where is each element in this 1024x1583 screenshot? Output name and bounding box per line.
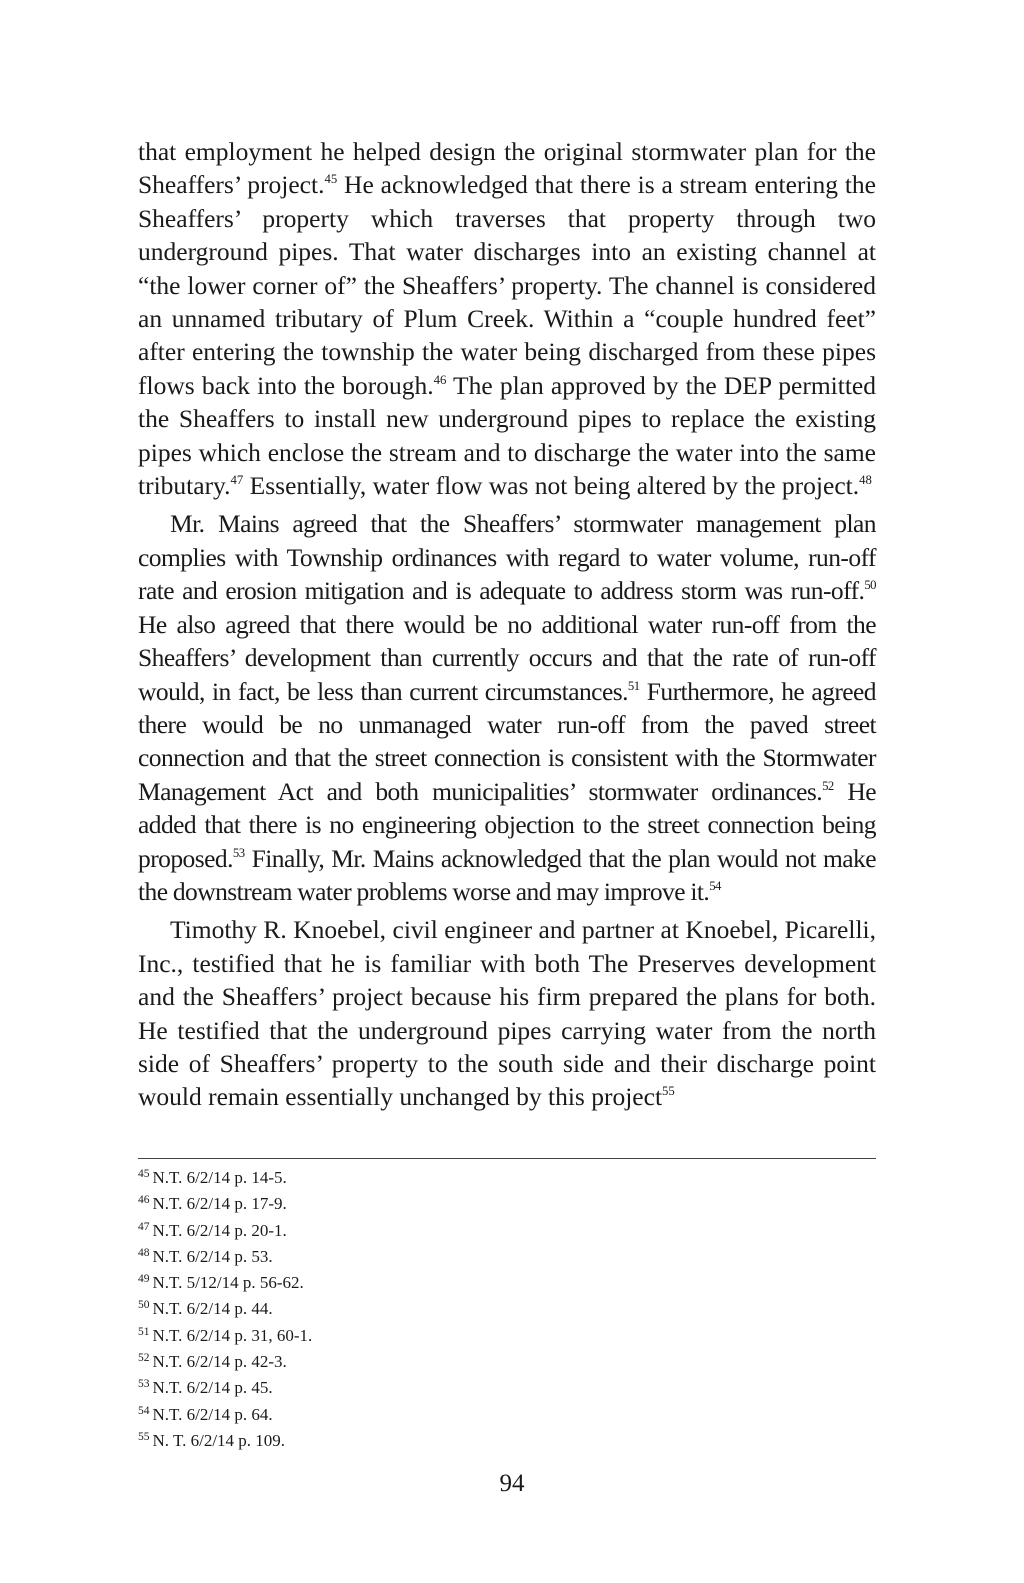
footnote-number: 48 [138, 1246, 150, 1259]
paragraph-text: He added that there is no engineering objection to the street connection being proposed. [138, 776, 876, 873]
footnote-reference: 51 [627, 678, 640, 693]
footnote-text: N.T. 6/2/14 p. 44. [152, 1299, 273, 1319]
footnote-item [138, 1428, 876, 1454]
footnote-item [138, 1218, 876, 1244]
footnote-item [138, 1244, 876, 1270]
paragraph [138, 135, 876, 502]
paragraph-text: Essentially, water flow was not being altered by the project. [243, 471, 860, 501]
footnote-item [138, 1296, 876, 1322]
footnote-reference: 50 [864, 578, 876, 593]
footnote-item [138, 1165, 876, 1191]
footnote-item [138, 1349, 876, 1375]
footnote-text: N.T. 6/2/14 p. 31, 60-1. [152, 1325, 313, 1345]
footnote-number: 47 [138, 1220, 150, 1233]
footnote-reference: 47 [230, 472, 244, 487]
footnote-number: 45 [138, 1168, 150, 1180]
footnote-reference: 52 [822, 778, 834, 793]
footnote-text: N.T. 5/12/14 p. 56-62. [152, 1273, 304, 1293]
footnote-item [138, 1270, 876, 1296]
footnote-text: N.T. 6/2/14 p. 17-9. [152, 1194, 287, 1214]
paragraph-text: He acknowledged that there is a stream entering the Sheaffers’ property which traverses that property through two underground pipes. That water discharges into an existing channel at “the lower corner of” the Sheaffers’ property. The channel is considered an unnamed tributary of Plum Creek. Within a “couple hundred feet” after entering the township the water being discharged from these pipes flows back into the borough. [138, 170, 876, 400]
footnote-item [138, 1402, 876, 1428]
footnote-reference: 48 [859, 472, 872, 487]
footnote-text: N.T. 6/2/14 p. 64. [152, 1404, 273, 1424]
footnote-text: N.T. 6/2/14 p. 42-3. [152, 1352, 287, 1372]
footnote-text: N. T. 6/2/14 p. 109. [152, 1430, 286, 1450]
paragraph-text: that employment he helped design the original stormwater plan for the Sheaffers’ project. [138, 137, 876, 200]
footnote-number: 49 [138, 1273, 150, 1286]
footnote-number: 53 [138, 1378, 150, 1391]
footnote-text: N.T. 6/2/14 p. 20-1. [152, 1220, 287, 1240]
paragraph-text: Timothy R. Knoebel, civil engineer and partner at Knoebel, Picarelli, Inc., testified that he is familiar with both The Preserves development and the Sheaffers’ project because his firm prepared the plans for both. He testified that the underground pipes carrying water from the north side of Sheaffers’ property to the south side and their discharge point would remain essentially unchanged by this project [138, 915, 876, 1112]
paragraph [138, 913, 876, 1113]
footnote-number: 55 [138, 1430, 150, 1443]
footnote-number: 46 [138, 1194, 150, 1207]
footnote-reference: 55 [662, 1084, 675, 1099]
page-number: 94 [499, 1470, 525, 1497]
footnote-text: N.T. 6/2/14 p. 14-5. [152, 1168, 287, 1187]
footnote-item [138, 1323, 876, 1349]
footnote-reference: 53 [232, 845, 245, 860]
footnote-text: N.T. 6/2/14 p. 53. [152, 1246, 273, 1266]
footnote-text: N.T. 6/2/14 p. 45. [152, 1378, 273, 1398]
paragraph-text: The plan approved by the DEP permitted the Sheaffers to install new underground pipes to replace the existing pipes which enclose the stream and to discharge the water into the same tributary. [138, 370, 876, 501]
footnote-list [138, 1165, 876, 1454]
footnote-number: 52 [138, 1352, 150, 1365]
footnote-item [138, 1375, 876, 1401]
footnote-number: 51 [138, 1325, 150, 1338]
footnote-reference: 46 [433, 372, 447, 387]
footnote-number: 50 [138, 1299, 150, 1312]
footnote-number: 54 [138, 1404, 150, 1417]
footnote-reference: 54 [709, 878, 721, 893]
paragraph-text: Finally, Mr. Mains acknowledged that the plan would not make the downstream water problems worse and may improve it. [138, 843, 876, 906]
body-text [138, 135, 876, 1114]
paragraph-text: Mr. Mains agreed that the Sheaffers’ stormwater management plan complies with Township ordinances with regard to water volume, run-off rate and erosion mitigation and is adequate to address storm was run-off. [138, 509, 876, 606]
paragraph-text: He also agreed that there would be no additional water run-off from the Sheaffers’ development than currently occurs and that the rate of run-off would, in fact, be less than current circumstances. [138, 609, 876, 706]
footnote-reference: 45 [324, 172, 338, 187]
paragraph-text: Furthermore, he agreed there would be no unmanaged water run-off from the paved street connection and that the street connection is consistent with the Stormwater Management Act and both municipalities’ stormwater ordinances. [138, 676, 877, 806]
footnote-divider [138, 1158, 876, 1159]
paragraph [138, 507, 876, 908]
footnote-item [138, 1191, 876, 1217]
